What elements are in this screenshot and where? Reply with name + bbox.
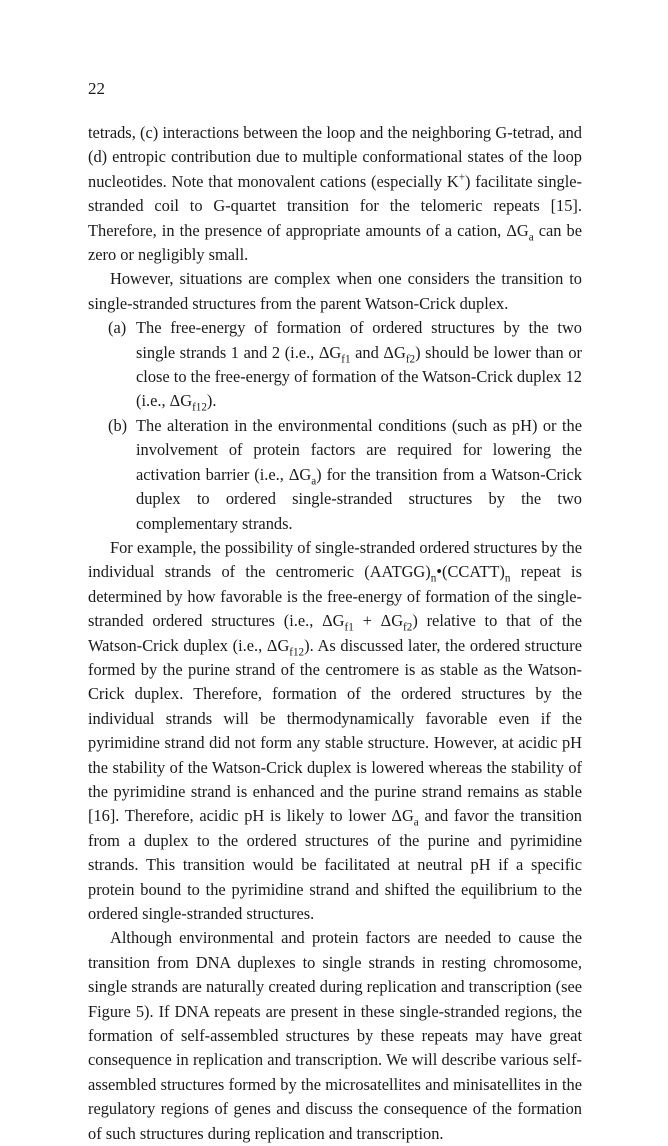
paragraph-2: However, situations are complex when one considers the transition to single-stranded structures from the parent Watson-Crick duplex. — [88, 269, 582, 313]
list-item: (a) The free-energy of formation of ordered structures by the two single strands 1 and 2 (i.e., $\Delta G_{f1}$ and $\Delta G_{f2}$) should be lower than or close to the free-energy of formation of the Watson-Crick duplex 12 (i.e., $\Delta G_{f12}$). — [108, 318, 582, 414]
list-marker: (b) — [108, 415, 128, 435]
paragraph-3: For example, the possibility of single-stranded ordered structures by the individual strands of the centromeric $(AATGG)_n•(CCATT)_n$ repeat is determined by how favorable is the free-energy of formation of the single-stranded ordered structures (i.e., $\Delta G_{f1} + \Delta G_{f2}$) relative to that of the Watson-Crick duplex (i.e., $\Delta G_{f12}$). As discussed later, the ordered structure formed by the purine strand of the centromere is as stable as the Watson-Crick duplex. Therefore, formation of the ordered structures by the individual strands will be thermodynamically favorable even if the pyrimidine strand did not form any stable structure. However, at acidic pH the stability of the Watson-Crick duplex is lowered whereas the stability of the pyrimidine strand is enhanced and the purine strand remains as stable [16]. Therefore, acidic pH is likely to lower $\Delta G_a$ and favor the transition from a duplex to the ordered structures of the purine and pyrimidine strands. This transition would be facilitated at neutral pH if a specific protein bound to the pyrimidine strand and shifted the equilibrium to the ordered single-stranded structures. — [88, 537, 582, 923]
page-number: 22 — [88, 79, 105, 98]
paragraph-4: Although environmental and protein factors are needed to cause the transition from DNA duplexes to single strands in resting chromosome, single strands are naturally created during replication and transcription (see Figure 5). If DNA repeats are present in these single-stranded regions, the formation of self-assembled structures by these repeats may have great consequence in replication and transcription. We will describe various self-assembled structures formed by the microsatellites and minisatellites in the regulatory regions of genes and discuss the consequence of the formation of such structures during replication and transcription. — [88, 928, 582, 1143]
list-marker: (a) — [108, 318, 127, 338]
list-item: (b) The alteration in the environmental conditions (such as pH) or the involvement of protein factors are required for lowering the activation barrier (i.e., $\Delta G_a$) for the transition from a Watson-Crick duplex to ordered single-stranded structures by the two complementary strands. — [108, 414, 582, 536]
body-text — [88, 121, 582, 1146]
condition-list — [88, 316, 582, 536]
paragraph-1: tetrads, (c) interactions between the loop and the neighboring G-tetrad, and (d) entropic contribution due to multiple conformational states of the loop nucleotides. Note that monovalent cations (especially K+) facilitate single-stranded coil to G-quartet transition for the telomeric repeats [15]. Therefore, in the presence of appropriate amounts of a cation, $\Delta G_a$ can be zero or negligibly small. — [88, 123, 583, 265]
